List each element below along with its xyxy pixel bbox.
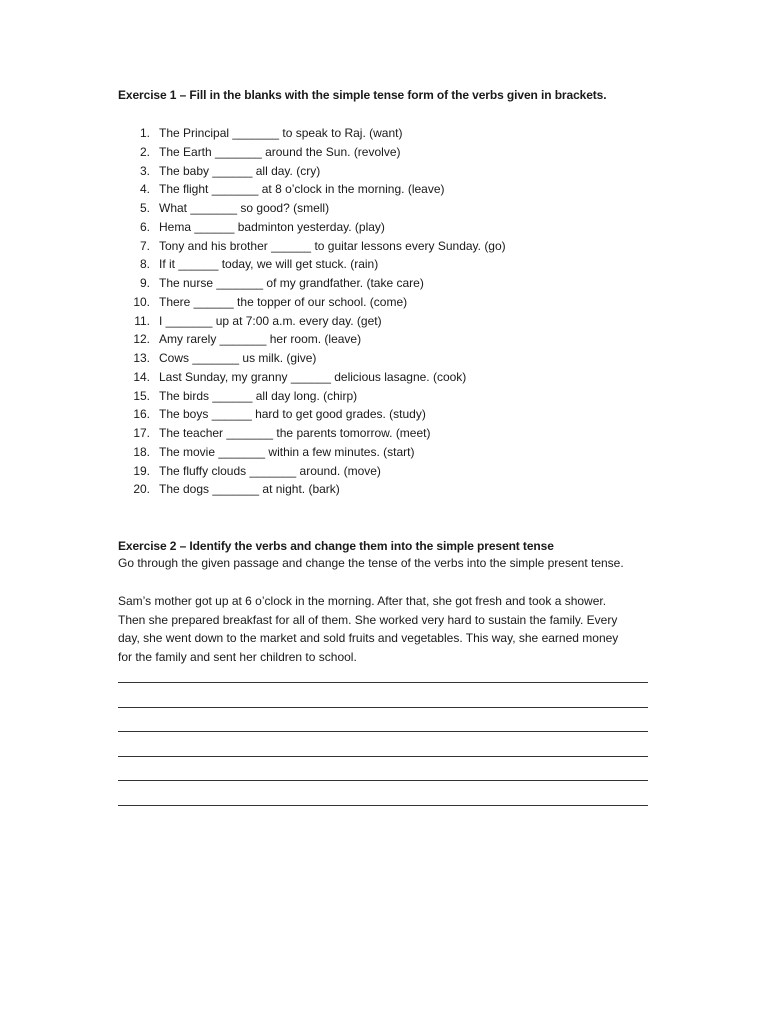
item-sentence: The baby ______ all day. (cry) bbox=[159, 163, 321, 178]
answer-lines bbox=[118, 670, 648, 806]
answer-line bbox=[118, 683, 648, 708]
list-item bbox=[118, 330, 506, 349]
item-sentence: Last Sunday, my granny ______ delicious lasagne. (cook) bbox=[159, 369, 467, 384]
answer-line bbox=[118, 670, 648, 683]
passage-line: Sam’s mother got up at 6 o’clock in the morning. After that, she got fresh and took a shower. bbox=[118, 594, 607, 608]
passage-line: for the family and sent her children to school. bbox=[118, 650, 357, 665]
item-sentence: Amy rarely _______ her room. (leave) bbox=[159, 332, 362, 347]
item-sentence: The nurse _______ of my grandfather. (take care) bbox=[159, 276, 424, 290]
item-number: 4. bbox=[139, 182, 150, 197]
item-number: 3. bbox=[139, 163, 150, 178]
list-item bbox=[118, 349, 506, 368]
item-number: 19. bbox=[133, 463, 150, 478]
list-item bbox=[118, 462, 506, 481]
exercise-2-passage bbox=[118, 592, 650, 667]
list-item bbox=[118, 274, 506, 293]
item-sentence: The fluffy clouds _______ around. (move) bbox=[159, 463, 381, 478]
list-item bbox=[118, 387, 506, 406]
item-sentence: There ______ the topper of our school. (come) bbox=[159, 294, 408, 309]
exercise-1-list bbox=[118, 124, 506, 499]
item-number: 8. bbox=[139, 257, 150, 272]
item-number: 2. bbox=[139, 144, 150, 159]
list-item bbox=[118, 124, 506, 143]
list-item bbox=[118, 424, 506, 443]
list-item bbox=[118, 293, 506, 312]
item-number: 20. bbox=[133, 482, 150, 497]
item-number: 16. bbox=[133, 407, 150, 422]
list-item bbox=[118, 405, 506, 424]
answer-line bbox=[118, 732, 648, 757]
answer-line bbox=[118, 781, 648, 806]
item-number: 14. bbox=[133, 369, 150, 384]
item-sentence: The birds ______ all day long. (chirp) bbox=[159, 388, 358, 403]
item-number: 12. bbox=[133, 332, 150, 347]
item-number: 18. bbox=[133, 444, 150, 459]
item-sentence: The teacher _______ the parents tomorrow. (meet) bbox=[159, 426, 431, 440]
item-sentence: If it ______ today, we will get stuck. (rain) bbox=[159, 257, 379, 272]
item-number: 7. bbox=[139, 238, 150, 253]
item-number: 6. bbox=[139, 219, 150, 234]
item-sentence: Hema ______ badminton yesterday. (play) bbox=[159, 219, 385, 234]
answer-line bbox=[118, 757, 648, 782]
item-sentence: The movie _______ within a few minutes. (start) bbox=[159, 444, 415, 459]
list-item bbox=[118, 443, 506, 462]
item-number: 15. bbox=[133, 388, 150, 403]
item-number: 9. bbox=[139, 276, 150, 290]
passage-line: day, she went down to the market and sold fruits and vegetables. This way, she earned money bbox=[118, 631, 619, 646]
item-number: 11. bbox=[134, 313, 150, 328]
item-sentence: I _______ up at 7:00 a.m. every day. (get) bbox=[159, 313, 382, 328]
item-number: 1. bbox=[139, 126, 150, 140]
item-sentence: The dogs _______ at night. (bark) bbox=[159, 482, 340, 497]
exercise-2-instructions: Go through the given passage and change the tense of the verbs into the simple present tense. bbox=[118, 556, 624, 570]
answer-line bbox=[118, 708, 648, 733]
item-sentence: The boys ______ hard to get good grades. (study) bbox=[159, 407, 426, 422]
list-item bbox=[118, 162, 506, 181]
item-sentence: The Principal _______ to speak to Raj. (want) bbox=[159, 126, 403, 140]
item-sentence: The flight _______ at 8 o’clock in the morning. (leave) bbox=[159, 182, 445, 197]
item-sentence: The Earth _______ around the Sun. (revolve) bbox=[159, 144, 401, 159]
item-number: 17. bbox=[133, 426, 150, 440]
list-item bbox=[118, 255, 506, 274]
list-item bbox=[118, 480, 506, 499]
list-item bbox=[118, 312, 506, 331]
list-item bbox=[118, 218, 506, 237]
item-number: 13. bbox=[133, 351, 150, 365]
item-number: 10. bbox=[133, 294, 150, 309]
list-item bbox=[118, 237, 506, 256]
item-sentence: Tony and his brother ______ to guitar lessons every Sunday. (go) bbox=[159, 238, 506, 253]
list-item bbox=[118, 368, 506, 387]
list-item bbox=[118, 180, 506, 199]
list-item bbox=[118, 143, 506, 162]
item-sentence: What _______ so good? (smell) bbox=[159, 201, 330, 215]
passage-line: Then she prepared breakfast for all of them. She worked very hard to sustain the family. Every bbox=[118, 612, 618, 627]
exercise-1-heading: Exercise 1 – Fill in the blanks with the simple tense form of the verbs given in brackets. bbox=[118, 88, 607, 102]
item-sentence: Cows _______ us milk. (give) bbox=[159, 351, 317, 365]
exercise-2-heading: Exercise 2 – Identify the verbs and change them into the simple present tense bbox=[118, 539, 554, 553]
item-number: 5. bbox=[139, 201, 150, 215]
list-item bbox=[118, 199, 506, 218]
